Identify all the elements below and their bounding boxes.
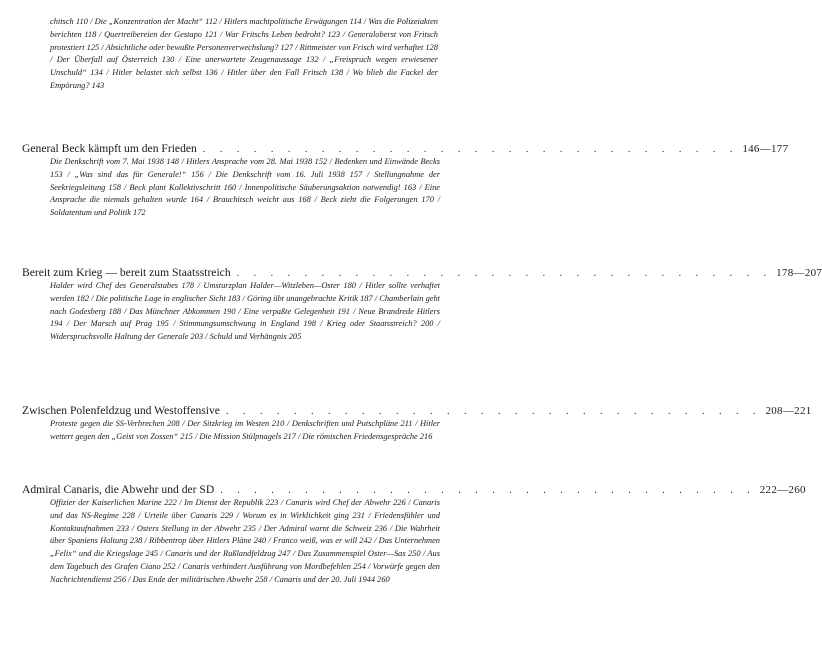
chapter-subtopics: Proteste gegen die SS-Verbrechen 208 / Der Sitzkrieg im Westen 210 / Denkschriften und Putschpläne 211 / Hitler wettert gegen den „Geist von Zossen“ 215 / Die Mission Stülpnagels 217 / Die römischen Friedensgespräche 216: [50, 419, 440, 441]
chapter-page-range: 146—177: [742, 143, 789, 155]
chapter-heading: [22, 403, 812, 418]
chapter-heading: [22, 482, 806, 497]
chapter-continuation-text: chitsch 110 / Die „Konzentration der Macht“ 112 / Hitlers machtpolitische Erwägungen 114 / Was die Polizeiakten berichten 118 / Quertreibereien der Gestapo 121 / War Fritschs Leben bedroht? 123 / Generaloberst von Fritsch protestiert 125 / Absichtliche oder bewußte Personenverwechslung? 127 / Rittmeister von Frisch wird verhaftet 128 / Der Überfall auf Österreich 130 / Eine unerwartete Zeugenaussage 132 / „Freispruch wegen erwiesener Unschuld“ 134 / Hitler belastet sich selbst 136 / Hitler über den Fall Fritsch 138 / Wo blieb die Fackel der Empörung? 143: [50, 17, 438, 90]
leader-dots: . . . . . . . . . . . . . . . . . . . . . . . . . . . . . . . .: [225, 406, 762, 417]
leader-dots: . . . . . . . . . . . . . . . . . . . . . . . . . . . . . . . .: [202, 144, 739, 155]
leader-dots: . . . . . . . . . . . . . . . . . . . . . . . . . . . . . . . .: [236, 268, 773, 279]
chapter-subtopics: Offizier der Kaiserlichen Marine 222 / Im Dienst der Republik 223 / Canaris wird Chef der Abwehr 226 / Canaris und das NS-Regime 228 / Urteile über Canaris 229 / Worum es in Wirklichkeit ging 231 / Friedensfühler und Kontaktaufnahmen 233 / Osters Stellung in der Abwehr 235 / Der Admiral warnt die Schweiz 236 / Die Wahrheit über Spaniens Haltung 238 / Ribbentrop über Hitlers Pläne 240 / Franco weiß, was er will 242 / Das Unternehmen „Felix“ und die Kriegslage 245 / Canaris und der Rußlandfeldzug 247 / Das Zusammenspiel Oster—Sas 250 / Aus dem Tagebuch des Grafen Ciano 252 / Canaris verhindert Ausführung von Mordbefehlen 254 / Vorwürfe gegen den Nachrichtendienst 256 / Das Ende der militärischen Abwehr 258 / Canaris und der 20. Juli 1944 260: [50, 498, 440, 584]
chapter-entry-beck: [22, 141, 789, 220]
chapter-entry-krieg: [22, 265, 822, 344]
chapter-title: Bereit zum Krieg — bereit zum Staatsstreich: [22, 266, 231, 279]
chapter-heading: [22, 265, 822, 280]
chapter-subtopics: Halder wird Chef des Generalstabes 178 / Umsturzplan Halder—Witzleben—Oster 180 / Hitler sollte verhaftet werden 182 / Die politische Lage in englischer Sicht 183 / Göring übt unangebrachte Kritik 187 / Chamberlain geht nach Godesberg 188 / Das Münchner Abkommen 190 / Eine verpaßte Gelegenheit 191 / Neue Brandrede Hitlers 194 / Der Marsch auf Prag 195 / Stimmungsumschwung in England 198 / Krieg oder Staatsstreich? 200 / Widerspruchsvolle Haltung der Generale 203 / Schuld und Verhängnis 205: [50, 281, 440, 342]
chapter-page-range: 208—221: [765, 405, 812, 417]
chapter-page-range: 178—207: [776, 267, 822, 279]
chapter-title: General Beck kämpft um den Frieden: [22, 142, 197, 155]
chapter-entry-polenfeldzug: [22, 403, 812, 444]
chapter-page-range: 222—260: [759, 484, 806, 496]
chapter-entry-canaris: [22, 482, 806, 587]
chapter-subtopics: Die Denkschrift vom 7. Mai 1938 148 / Hitlers Ansprache vom 28. Mai 1938 152 / Bedenken und Einwände Becks 153 / „Was sind das für Generale!“ 156 / Die Denkschrift vom 16. Juli 1938 157 / Stellungnahme der Seekriegsleitung 158 / Beck plant Kollektivschritt 160 / Innenpolitische Säuberungsaktion notwendig! 163 / Eine Ansprache die niemals gehalten wurde 164 / Brauchitsch weicht aus 168 / Beck zieht die Folgerungen 170 / Soldatentum und Politik 172: [50, 157, 440, 218]
leader-dots: . . . . . . . . . . . . . . . . . . . . . . . . . . . . . . . .: [220, 485, 756, 496]
chapter-title: Admiral Canaris, die Abwehr und der SD: [22, 483, 215, 496]
chapter-heading: [22, 141, 789, 156]
chapter-title: Zwischen Polenfeldzug und Westoffensive: [22, 404, 220, 417]
